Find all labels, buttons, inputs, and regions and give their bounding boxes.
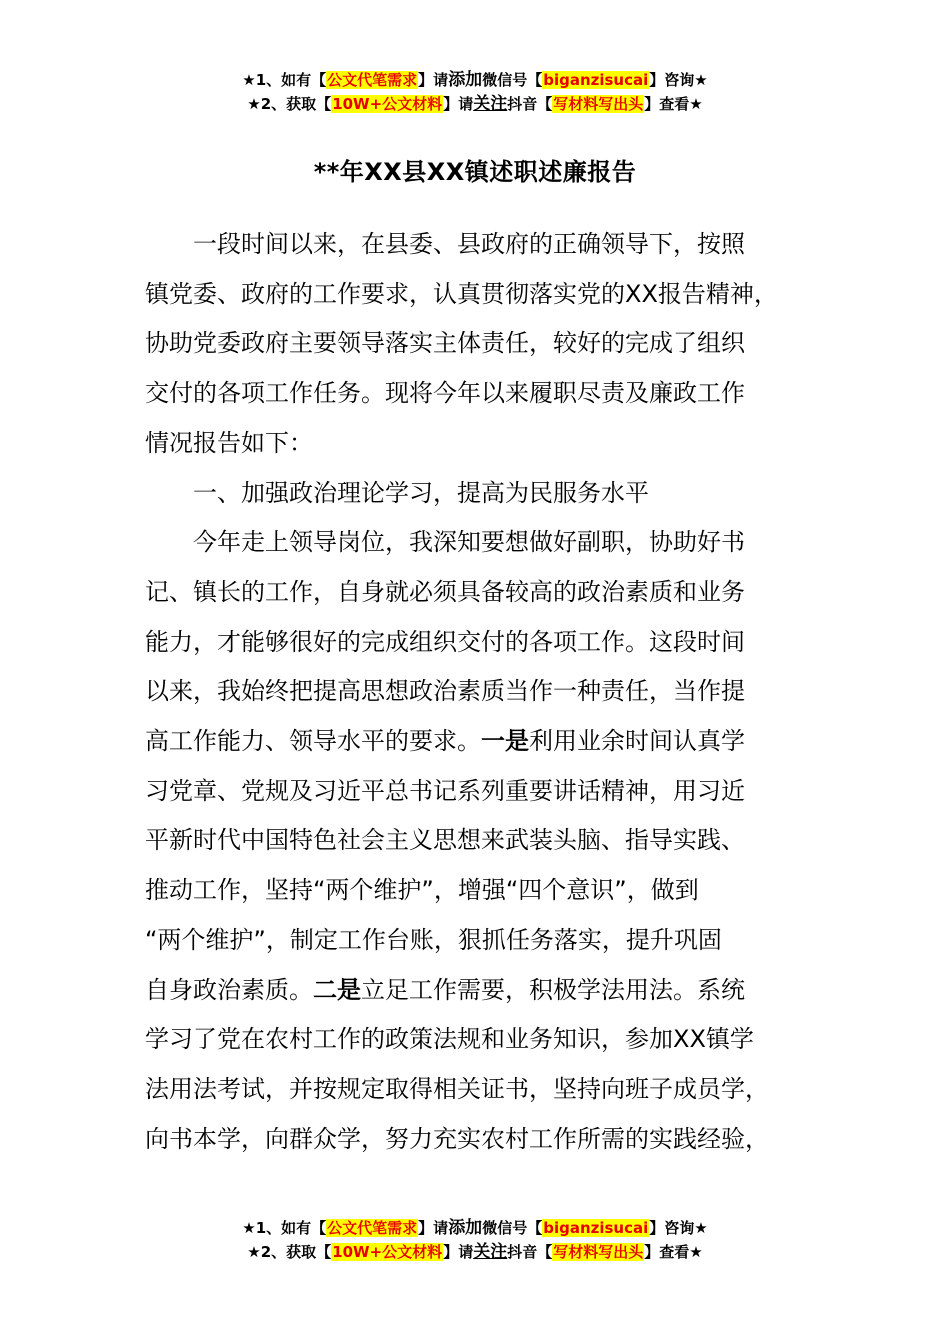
banner-highlight: 10W+公文材料 [332,1243,443,1261]
banner-text: 】咨询★ [649,71,708,89]
banner-emphasis: 添加 [448,70,483,90]
section-heading-1: 一、加强政治理论学习，提高为民服务水平 [193,478,649,507]
banner-line-1 [0,68,950,92]
banner-highlight-wechat: biganzisucai [543,1219,649,1237]
text-line: 学习了党在农村工作的政策法规和业务知识，参加XX镇学 [145,1025,754,1054]
banner-text: 】请 [418,71,449,89]
text-line: 记、镇长的工作，自身就必须具备较高的政治素质和业务 [145,577,745,606]
banner-highlight-wechat: biganzisucai [543,71,649,89]
text-line: 交付的各项工作任务。现将今年以来履职尽责及廉政工作 [145,379,745,408]
banner-highlight: 公文代笔需求 [327,71,418,89]
banner-highlight-douyin: 写材料写出头 [553,95,644,113]
text-fragment: 自身政治素质。 [145,975,313,1004]
banner-text: ★1、如有【 [242,71,327,89]
bold-marker: 二是 [313,975,361,1004]
bold-marker: 一是 [481,727,529,756]
text-line: 一段时间以来，在县委、县政府的正确领导下，按照 [193,230,745,258]
footer-banner [0,1216,950,1264]
document-body [145,220,825,1164]
text-line: 协助党委政府主要领导落实主体责任，较好的完成了组织 [145,329,745,358]
text-line [145,717,825,767]
paragraph-section-1 [145,518,825,1164]
banner-text: 微信号【 [482,71,543,89]
banner-text: 】查看★ [644,95,703,113]
text-line: 向书本学，向群众学，努力充实农村工作所需的实践经验， [145,1124,769,1153]
banner-text: 微信号【 [482,1219,543,1237]
banner-text: 】请 [443,95,474,113]
text-line: 平新时代中国特色社会主义思想来武装头脑、指导实践、 [145,826,745,855]
text-line: 习党章、党规及习近平总书记系列重要讲话精神，用习近 [145,776,745,805]
banner-text: 抖音【 [507,1243,553,1261]
paragraph-intro [145,220,825,469]
document-title: **年XX县XX镇述职述廉报告 [313,158,637,186]
banner-highlight: 公文代笔需求 [327,1219,418,1237]
banner-emphasis: 添加 [448,1218,483,1238]
banner-highlight-douyin: 写材料写出头 [553,1243,644,1261]
text-line: “两个维护”，制定工作台账，狠抓任务落实，提升巩固 [145,925,722,954]
banner-text: 】请 [443,1243,474,1261]
banner-text: 】咨询★ [649,1219,708,1237]
text-line: 能力，才能够很好的完成组织交付的各项工作。这段时间 [145,627,745,656]
banner-text: 】查看★ [644,1243,703,1261]
text-line: 今年走上领导岗位，我深知要想做好副职，协助好书 [193,528,745,557]
banner-line-1 [0,1216,950,1240]
banner-text: ★2、获取【 [247,95,332,113]
banner-emphasis: 关注 [473,1242,508,1262]
banner-text: 】请 [418,1219,449,1237]
text-line: 镇党委、政府的工作要求，认真贯彻落实党的XX报告精神， [145,279,778,308]
text-line: 以来，我始终把提高思想政治素质当作一种责任，当作提 [145,677,745,706]
text-line [145,966,825,1016]
text-line: 情况报告如下： [145,428,313,457]
text-line: 推动工作，坚持“两个维护”，增强“四个意识”，做到 [145,876,699,905]
banner-line-2 [0,92,950,116]
header-banner [0,68,950,116]
text-line: 法用法考试，并按规定取得相关证书，坚持向班子成员学， [145,1074,769,1103]
banner-line-2 [0,1240,950,1264]
text-fragment: 利用业余时间认真学 [529,727,745,756]
text-fragment: 高工作能力、领导水平的要求。 [145,727,481,756]
banner-text: 抖音【 [507,95,553,113]
text-fragment: 立足工作需要，积极学法用法。系统 [361,975,745,1004]
banner-emphasis: 关注 [473,94,508,114]
banner-text: ★2、获取【 [247,1243,332,1261]
banner-highlight: 10W+公文材料 [332,95,443,113]
banner-text: ★1、如有【 [242,1219,327,1237]
